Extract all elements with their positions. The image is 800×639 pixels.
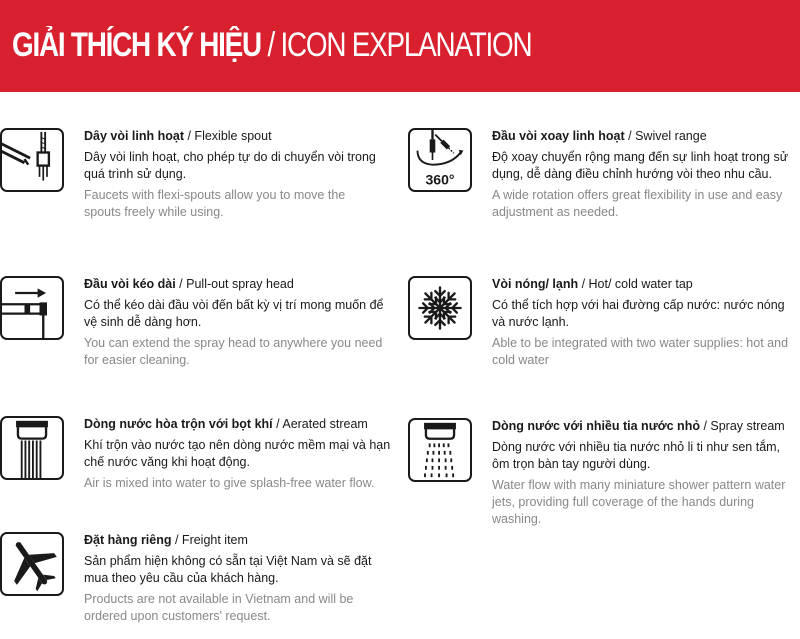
legend-title-vietnamese: Đầu vòi kéo dài bbox=[84, 277, 176, 291]
legend-description-english: You can extend the spray head to anywhere you need for easier cleaning. bbox=[84, 336, 383, 367]
legend-title bbox=[492, 276, 800, 292]
legend-title bbox=[492, 418, 798, 434]
legend-title-vietnamese: Dòng nước hòa trộn với bọt khí bbox=[84, 417, 273, 431]
legend-description-english: Products are not available in Vietnam and will be ordered upon customers' request. bbox=[84, 592, 354, 623]
legend-title-vietnamese: Dòng nước với nhiều tia nước nhỏ bbox=[492, 419, 700, 433]
legend-text-flexible-spout bbox=[84, 128, 384, 221]
legend-title bbox=[84, 416, 394, 432]
legend-description-vietnamese: Có thể kéo dài đầu vòi đến bất kỳ vị trí mong muốn để vệ sinh dễ dàng hơn. bbox=[84, 298, 384, 329]
legend-title-english: / Spray stream bbox=[699, 419, 785, 433]
hot-cold-water-icon bbox=[408, 276, 472, 340]
legend-text-aerated-stream bbox=[84, 416, 394, 492]
legend-item-flexible-spout bbox=[0, 128, 400, 228]
legend-title bbox=[492, 128, 800, 144]
pull-out-spray-head-icon bbox=[0, 276, 64, 340]
legend-item-aerated-stream bbox=[0, 416, 400, 516]
legend-title-english: / Hot/ cold water tap bbox=[578, 277, 693, 291]
legend-title bbox=[84, 128, 384, 144]
aerated-stream-icon bbox=[0, 416, 64, 480]
legend-description-vietnamese: Sản phẩm hiện không có sẵn tại Việt Nam và sẽ đặt mua theo yêu cầu của khách hàng. bbox=[84, 554, 372, 585]
flexible-spout-icon bbox=[0, 128, 64, 192]
legend-title-vietnamese: Dây vòi linh hoạt bbox=[84, 129, 185, 143]
legend-text-hot-cold-water-tap bbox=[492, 276, 800, 369]
swivel-range-icon bbox=[408, 128, 472, 192]
legend-title-english: / Aerated stream bbox=[272, 417, 368, 431]
legend-text-pull-out-spray-head bbox=[84, 276, 396, 369]
legend-title-vietnamese: Vòi nóng/ lạnh bbox=[492, 277, 579, 291]
spray-stream-icon bbox=[408, 418, 472, 482]
legend-text-swivel-range bbox=[492, 128, 800, 221]
page-title-english: / ICON EXPLANATION bbox=[260, 26, 532, 64]
legend-item-pull-out-spray-head bbox=[0, 276, 400, 376]
legend-title-english: / Swivel range bbox=[624, 129, 707, 143]
legend-description-vietnamese: Khí trộn vào nước tạo nên dòng nước mềm mại và hạn chế nước văng khi hoạt động. bbox=[84, 438, 391, 469]
legend-description-vietnamese: Độ xoay chuyển rộng mang đến sự linh hoạt trong sử dụng, dễ dàng điều chỉnh hướng vòi theo nhu cầu. bbox=[492, 150, 789, 181]
page-header bbox=[0, 0, 800, 92]
legend-item-swivel-range bbox=[408, 128, 800, 228]
legend-item-hot-cold-water-tap bbox=[408, 276, 800, 376]
legend-description-english: Faucets with flexi-spouts allow you to move the spouts freely while using. bbox=[84, 188, 346, 219]
legend-description-english: A wide rotation offers great flexibility in use and easy adjustment as needed. bbox=[492, 188, 783, 219]
legend-description-english: Air is mixed into water to give splash-free water flow. bbox=[84, 476, 375, 490]
airplane-icon bbox=[0, 532, 64, 596]
legend-description-vietnamese: Dây vòi linh hoạt, cho phép tự do di chuyển vòi trong quá trình sử dụng. bbox=[84, 150, 376, 181]
legend-item-freight-item bbox=[0, 532, 400, 632]
legend-description-vietnamese: Dòng nước với nhiều tia nước nhỏ li ti như sen tắm, ôm trọn bàn tay người dùng. bbox=[492, 440, 781, 471]
page-title bbox=[12, 26, 531, 65]
legend-description-english: Able to be integrated with two water supplies: hot and cold water bbox=[492, 336, 789, 367]
legend-description-english: Water flow with many miniature shower pattern water jets, providing full coverage of the hands during washing. bbox=[492, 478, 786, 526]
page-title-vietnamese: GIẢI THÍCH KÝ HIỆU bbox=[12, 26, 261, 64]
legend-item-spray-stream bbox=[408, 418, 800, 534]
legend-title bbox=[84, 276, 396, 292]
legend-title bbox=[84, 532, 380, 548]
legend-text-spray-stream bbox=[492, 418, 798, 528]
legend-description-vietnamese: Có thể tích hợp với hai đường cấp nước: nước nóng và nước lạnh. bbox=[492, 298, 785, 329]
legend-title-english: / Flexible spout bbox=[184, 129, 272, 143]
legend-title-english: / Freight item bbox=[171, 533, 248, 547]
legend-title-vietnamese: Đầu vòi xoay linh hoạt bbox=[492, 129, 625, 143]
legend-title-vietnamese: Đặt hàng riêng bbox=[84, 533, 172, 547]
legend-text-freight-item bbox=[84, 532, 380, 625]
legend-title-english: / Pull-out spray head bbox=[175, 277, 294, 291]
swivel-degree-label: 360° bbox=[425, 171, 455, 188]
